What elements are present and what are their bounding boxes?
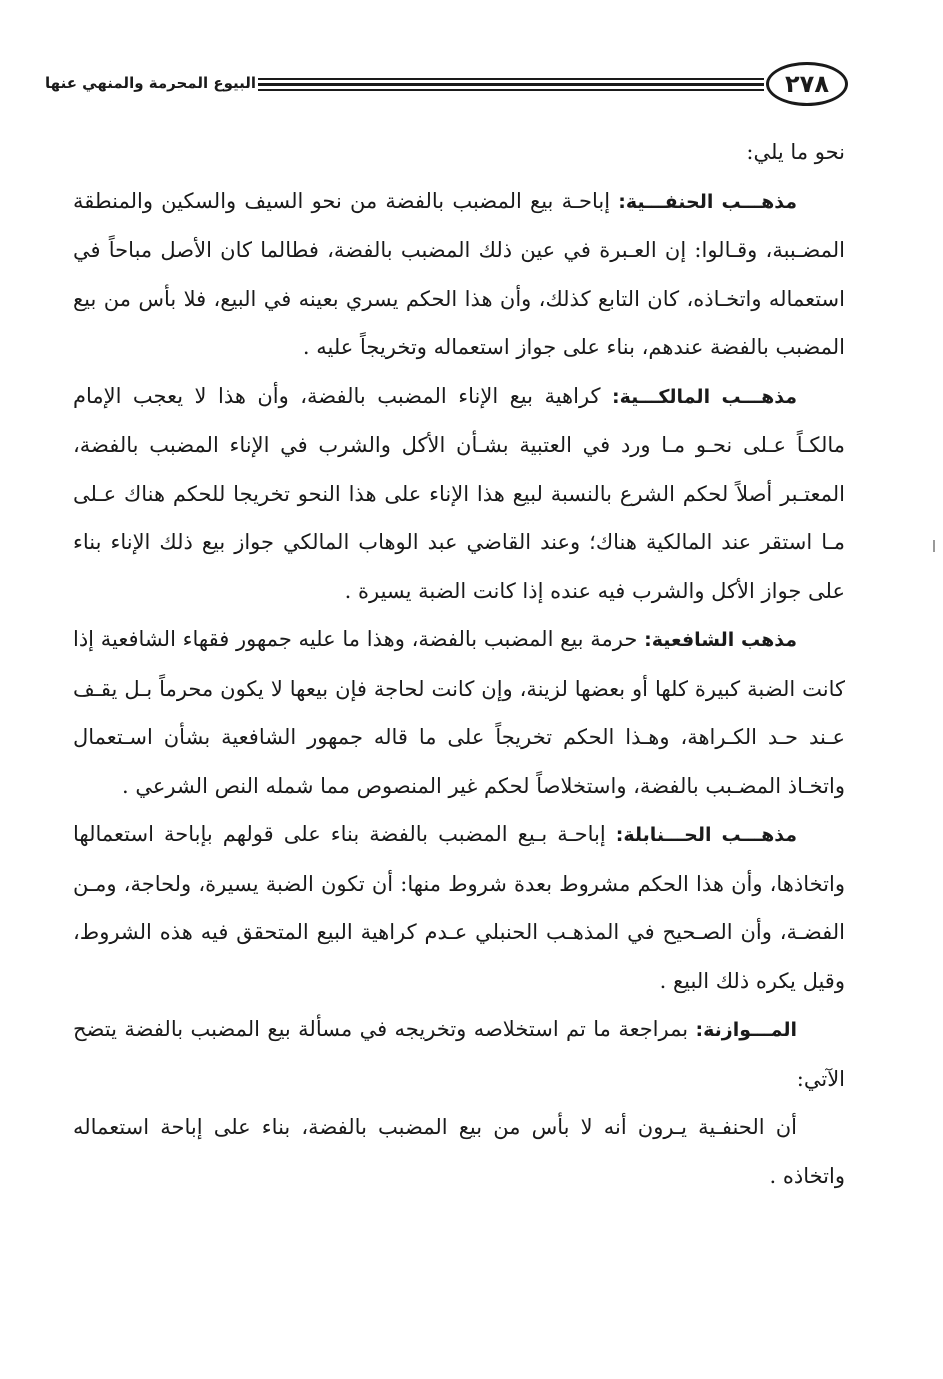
header-rule-line	[258, 89, 764, 91]
header-rule-line	[258, 83, 764, 86]
paragraph-hanbali	[73, 810, 845, 1005]
body-text	[73, 128, 845, 1200]
paragraph-maliki	[73, 372, 845, 616]
paragraph-hanafi	[73, 177, 845, 372]
paragraph-term: المـــوازنة:	[695, 1019, 797, 1041]
paragraph-text: إباحـة بـيع المضبب بالفضة بناء على قولهم بإباحة استعمالها واتخاذها، وأن هذا الحكم مشروط بعدة شروط منها: أن تكون الضبة يسيرة، ولحاجة، ومـن الفضـة، وأن الصـحيح في المذهـب الحنبلي عـدم كراهية البيع المتحقق فيه هذه الشروط، وقيل يكره ذلك البيع .	[73, 822, 845, 993]
paragraph-text: إباحـة بيع المضبب بالفضة من نحو السيف والسكين والمنطقة المضـببة، وقـالوا: إن العـبرة في عين ذلك المضبب بالفضة، فطالما كان الأصل مباحاً في استعماله واتخـاذه، كان التابع كذلك، وأن هذا الحكم يسري بعينه في البيع، فلا بأس من بيع المضبب بالفضة عندهم، بناء على جواز استعماله وتخريجاً عليه .	[73, 188, 845, 359]
paragraph-conclusion	[73, 1103, 845, 1200]
paragraph-comparison	[73, 1005, 845, 1103]
paragraph-text: أن الحنفـية يـرون أنه لا بأس من بيع المضبب بالفضة، بناء على إباحة استعماله واتخاذه .	[73, 1115, 845, 1188]
page-number: ٢٧٨	[785, 70, 829, 98]
page-number-badge	[766, 62, 848, 106]
paragraph-text: بمراجعة ما تم استخلاصه وتخريجه في مسألة بيع المضبب بالفضة يتضح الآتي:	[73, 1017, 845, 1091]
paragraph-term: مذهـــب الحـــنابلة:	[615, 824, 797, 846]
paragraph-shafii	[73, 615, 845, 810]
paragraph-term: مذهـــب المالكـــية:	[612, 385, 797, 408]
page-header	[45, 62, 848, 112]
paragraph-text: حرمة بيع المضبب بالفضة، وهذا ما عليه جمهور فقهاء الشافعية إذا كانت الضبة كبيرة كلها أو بعضها لزينة، وإن كانت لحاجة فإن بيعها لا يكون محرماً بـل يقـف عـند حـد الكـراهة، وهـذا الحكم تخريجاً على ما قاله جمهور الشافعية بشأن اسـتعمال واتخـاذ المضـبب بالفضة، واستخلاصاً لحكم غير المنصوص مما شمله النص الشرعي .	[73, 627, 845, 798]
header-rule	[258, 76, 764, 92]
paragraph-term: مذهب الشافعية:	[644, 629, 797, 651]
intro-line: نحو ما يلي:	[746, 140, 845, 164]
paragraph-text: كراهية بيع الإناء المضبب بالفضة، وأن هذا لا يعجب الإمام مالكـاً عـلى نحـو مـا ورد في العتبية بشـأن الأكل والشرب في الإناء المضبب بالفضة، المعتـبر أصلاً لحكم الشرع بالنسبة لبيع هذا الإناء على هذا النحو تخريجا للحكم هناك عـلى مـا استقر عند المالكية هناك؛ وعند القاضي عبد الوهاب المالكي جواز بيع ذلك الإناء بناء على جواز الأكل والشرب فيه عنده إذا كانت الضبة يسيرة .	[73, 383, 845, 603]
paragraph-term: مذهـــب الحنفـــية:	[618, 190, 797, 213]
header-rule-line	[258, 78, 764, 80]
running-title: البيوع المحرمة والمنهي عنها	[45, 74, 256, 92]
margin-mark	[933, 540, 935, 552]
